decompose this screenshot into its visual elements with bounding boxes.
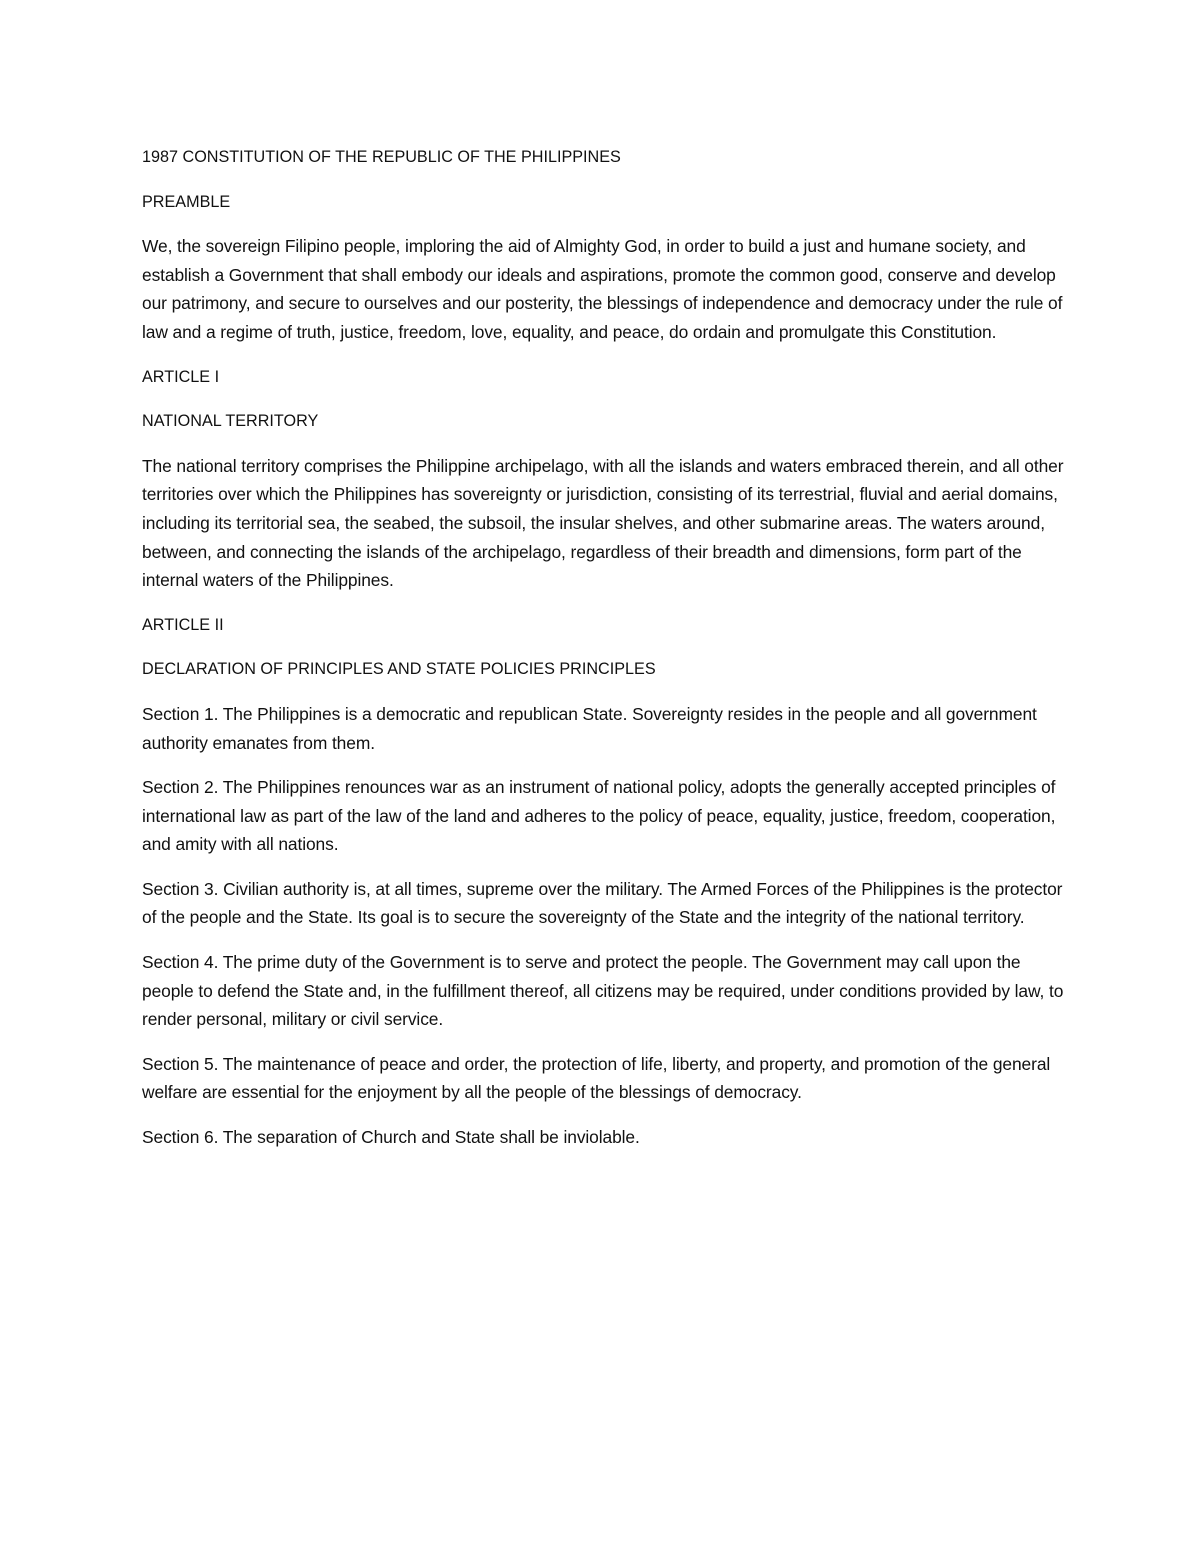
section-4-paragraph: Section 4. The prime duty of the Government is to serve and protect the people. The Government may call upon the people to defend the State and, in the fulfillment thereof, all citizens may be required, under conditions provided by law, to render personal, military or civil service. [142,952,1064,1030]
article-1-heading: ARTICLE I [142,367,220,386]
preamble-heading: PREAMBLE [142,192,231,211]
article-1-title: NATIONAL TERRITORY [142,412,319,431]
article-1-paragraph: The national territory comprises the Philippine archipelago, with all the islands and waters embraced therein, and all other territories over which the Philippines has sovereignty or jurisdiction, consisting of its terrestrial, fluvial and aerial domains, including its territorial sea, the seabed, the subsoil, the insular shelves, and other submarine areas. The waters around, between, and connecting the islands of the archipelago, regardless of their breadth and dimensions, form part of the internal waters of the Philippines. [142,455,1064,591]
document-title: 1987 CONSTITUTION OF THE REPUBLIC OF THE PHILIPPINES [142,148,621,166]
section-2-paragraph: Section 2. The Philippines renounces war as an instrument of national policy, adopts the generally accepted principles of international law as part of the law of the land and adheres to the policy of peace, equality, justice, freedom, cooperation, and amity with all nations. [142,777,1056,855]
section-6-paragraph: Section 6. The separation of Church and State shall be inviolable. [142,1127,640,1148]
article-2-heading: ARTICLE II [142,615,224,634]
preamble-paragraph: We, the sovereign Filipino people, imploring the aid of Almighty God, in order to build a just and humane society, and establish a Government that shall embody our ideals and aspirations, promote the common good, conserve and develop our patrimony, and secure to ourselves and our posterity, the blessings of independence and democracy under the rule of law and a regime of truth, justice, freedom, love, equality, and peace, do ordain and promulgate this Constitution. [142,236,1063,342]
section-1-paragraph: Section 1. The Philippines is a democratic and republican State. Sovereignty resides in the people and all government authority emanates from them. [142,703,1037,753]
section-5-paragraph: Section 5. The maintenance of peace and order, the protection of life, liberty, and property, and promotion of the general welfare are essential for the enjoyment by all the people of the blessings of democracy. [142,1053,1051,1103]
section-3-paragraph: Section 3. Civilian authority is, at all times, supreme over the military. The Armed Forces of the Philippines is the protector of the people and the State. Its goal is to secure the sovereignty of the State and the integrity of the national territory. [142,878,1063,928]
document-body [142,143,1072,1168]
article-2-title: DECLARATION OF PRINCIPLES AND STATE POLICIES PRINCIPLES [142,660,656,679]
